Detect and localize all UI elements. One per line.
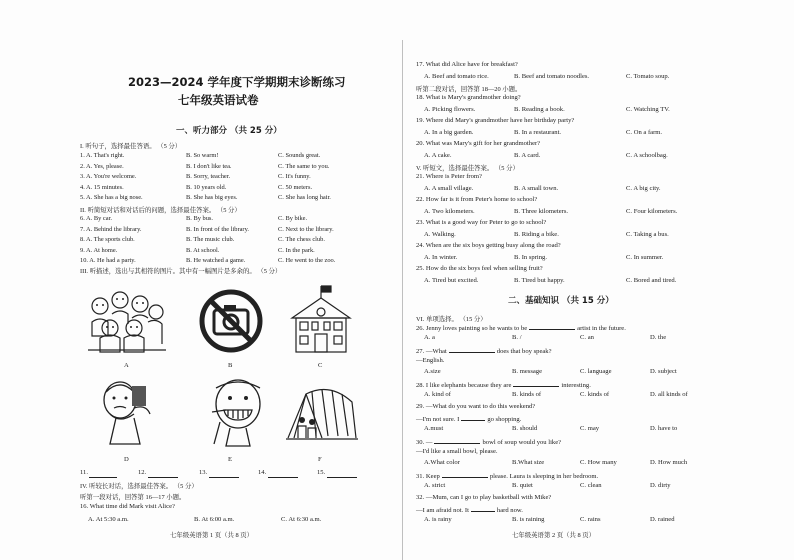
listening-option[interactable]: A. In a big garden. — [424, 128, 474, 136]
picture-c-school-icon — [288, 284, 354, 356]
question-text: 28. I like elephants because they are — [416, 382, 512, 389]
mc-question-32: 32. —Mum, can I go to play basketball with Mike? — [416, 494, 552, 501]
mc-option[interactable]: A. is rainy — [424, 516, 452, 523]
mc-option[interactable]: A.What color — [424, 459, 460, 466]
listening-option[interactable]: B. Tired but happy. — [514, 276, 565, 284]
mc-option[interactable]: B. / — [512, 334, 522, 341]
mc-option[interactable]: B. is raining — [512, 516, 545, 523]
mc-reply-line — [416, 414, 521, 424]
part3-heading: III. 听描述，选出与其相符的图片。其中有一幅图片是多余的。 （5 分） — [80, 268, 282, 275]
part2-q8-option[interactable]: C. The chess club. — [278, 236, 325, 243]
listening-option[interactable]: B. A small town. — [514, 184, 559, 192]
part1-q5-option[interactable]: B. She has big eyes. — [186, 194, 238, 201]
answer-blank[interactable] — [434, 437, 480, 444]
reply-text-rest: go shopping. — [487, 416, 522, 423]
answer-blank[interactable] — [442, 471, 488, 478]
listening-question: 17. What did Alice have for breakfast? — [416, 61, 518, 68]
part1-q1-option[interactable]: 1. A. That's right. — [80, 152, 125, 159]
part2-q8-option[interactable]: B. The music club. — [186, 236, 235, 243]
part1-q2-option[interactable]: C. The same to you. — [278, 162, 330, 170]
picture-f-tent-icon — [286, 384, 358, 444]
part2-q10-option[interactable]: 10. A. He had a party. — [80, 257, 136, 264]
part1-q2-option[interactable]: B. I don't like tea. — [186, 162, 232, 170]
mc-option[interactable]: B. message — [512, 368, 543, 375]
section-listening-heading: 一、听力部分 （共 25 分） — [176, 126, 282, 136]
listening-option[interactable]: A. Beef and tomato rice. — [424, 72, 489, 80]
part2-q7-option[interactable]: B. In front of the library. — [186, 225, 249, 233]
answer-14-label: 14. — [258, 469, 267, 476]
part1-q1-option[interactable]: C. Sounds great. — [278, 152, 321, 159]
reply-text: —I am afraid not. It — [416, 507, 469, 514]
q16-option-c[interactable]: C. At 6:30 a.m. — [281, 516, 322, 523]
question-text-rest: artist in the future. — [577, 325, 626, 332]
question-text-rest: does that boy speak? — [496, 348, 552, 355]
part2-heading: II. 听简短对话和对话后的问题，选择最佳答案。 （5 分） — [80, 207, 241, 214]
listening-option[interactable]: C. Four kilometers. — [626, 207, 678, 215]
question-text-rest: interesting. — [561, 382, 591, 389]
answer-11-label: 11. — [80, 469, 88, 476]
part2-q6-option[interactable]: 6. A. By car. — [80, 215, 112, 222]
listening-question: 20. What was Mary's gift for her grandmother? — [416, 140, 541, 147]
mc-option[interactable]: D. How much — [650, 459, 688, 466]
part2-q9-option[interactable]: C. In the park. — [278, 246, 315, 254]
answer-14-blank[interactable] — [268, 477, 298, 478]
mc-option[interactable]: D. rained — [650, 516, 675, 523]
question-text-rest: bowl of soup would you like? — [482, 439, 562, 446]
listening-option[interactable]: A. Two kilometers. — [424, 207, 475, 215]
question-text: 30. — — [416, 439, 433, 446]
mc-option[interactable]: C. clean — [580, 482, 602, 489]
mc-option[interactable]: C. How many — [580, 459, 617, 466]
picture-b-no-camera-icon — [198, 288, 264, 354]
part1-q5-option[interactable]: 5. A. She has a big nose. — [80, 194, 143, 201]
mc-question-27 — [416, 346, 552, 356]
listening-option[interactable]: C. Watching TV. — [626, 105, 670, 113]
q16-option-a[interactable]: A. At 5:30 a.m. — [88, 516, 129, 523]
part1-q3-option[interactable]: 3. A. You're welcome. — [80, 173, 137, 180]
mc-option[interactable]: A.size — [424, 368, 441, 375]
mc-reply-line — [416, 505, 523, 515]
mc-option[interactable]: D. the — [650, 334, 667, 341]
picture-d-sick-boy-icon — [96, 378, 158, 448]
listening-option[interactable]: B. A card. — [514, 151, 541, 159]
mc-option[interactable]: C. rains — [580, 516, 601, 523]
answer-11-blank[interactable] — [89, 477, 117, 478]
part1-q3-option[interactable]: C. It's funny. — [278, 173, 311, 180]
part2-q9-option[interactable]: B. At school. — [186, 246, 220, 254]
part1-q4-option[interactable]: C. 50 meters. — [278, 183, 313, 191]
page2-footer: 七年级英语第 2 页（共 8 页） — [512, 532, 596, 539]
mc-option[interactable]: A. strict — [424, 482, 446, 489]
page-2 — [404, 0, 794, 560]
listening-option[interactable]: C. Bored and tired. — [626, 276, 677, 284]
part2-q6-option[interactable]: C. By bike. — [278, 215, 308, 222]
picture-e-label: E — [228, 456, 233, 463]
part4-heading: IV. 听较长对话，选择最佳答案。 （5 分） — [80, 483, 198, 490]
mc-option[interactable]: D. subject — [650, 368, 677, 375]
part1-heading: I. 听句子，选择最佳答语。 （5 分） — [80, 143, 182, 150]
part1-q1-option[interactable]: B. So warm! — [186, 152, 219, 159]
mc-option[interactable]: D. all kinds of — [650, 391, 688, 398]
picture-c-label: C — [318, 362, 323, 369]
mc-question-28 — [416, 380, 591, 390]
answer-15-label: 15. — [317, 469, 326, 476]
mc-option[interactable]: C. kinds of — [580, 391, 610, 398]
question-text: 27. —What — [416, 348, 447, 355]
listening-option[interactable]: C. A big city. — [626, 184, 661, 192]
listening-option[interactable]: A. A small village. — [424, 184, 474, 192]
part2-q9-option[interactable]: 9. A. At home. — [80, 246, 118, 254]
mc-reply-line: —English. — [416, 357, 445, 364]
listening-option[interactable]: C. Taking a bus. — [626, 230, 669, 238]
listening-option[interactable]: A. Walking. — [424, 230, 456, 238]
listening-option[interactable]: C. In summer. — [626, 253, 664, 261]
mc-question-30 — [416, 437, 561, 447]
answer-blank[interactable] — [513, 380, 559, 387]
mc-option[interactable]: B. quiet — [512, 482, 533, 489]
listening-question: 25. How do the six boys feel when selling fruit? — [416, 265, 543, 272]
mc-question-29: 29. —What do you want to do this weekend? — [416, 403, 536, 410]
mc-option[interactable]: C. may — [580, 425, 600, 432]
page1-footer: 七年级英语第 1 页（共 8 页） — [170, 532, 254, 539]
picture-a-children-icon — [84, 288, 170, 356]
picture-e-brushing-teeth-icon — [210, 378, 266, 448]
listening-option[interactable]: B. Reading a book. — [514, 105, 565, 113]
mc-option[interactable]: B.What size — [512, 459, 545, 466]
mc-option[interactable]: C. language — [580, 368, 612, 375]
part-subheading: V. 听短文，选择最佳答案。 （5 分） — [416, 165, 519, 172]
answer-blank[interactable] — [449, 346, 495, 353]
picture-d-label: D — [124, 456, 129, 463]
part2-q6-option[interactable]: B. By bus. — [186, 215, 213, 222]
mc-option[interactable]: A.must — [424, 425, 444, 432]
answer-15-blank[interactable] — [327, 477, 357, 478]
listening-option[interactable]: B. Three kilometers. — [514, 207, 569, 215]
reply-text-rest: hard now. — [496, 507, 523, 514]
part2-q10-option[interactable]: B. He watched a game. — [186, 257, 246, 264]
part1-q4-option[interactable]: B. 10 years old. — [186, 183, 227, 191]
mc-question-31 — [416, 471, 598, 481]
listening-option[interactable]: B. Beef and tomato noodles. — [514, 72, 590, 80]
listening-option[interactable]: B. In a restaurant. — [514, 128, 562, 136]
part1-q4-option[interactable]: 4. A. 15 minutes. — [80, 183, 124, 191]
mc-option[interactable]: D. have to — [650, 425, 678, 432]
listening-option[interactable]: C. A schoolbag. — [626, 151, 668, 159]
part1-q2-option[interactable]: 2. A. Yes, please. — [80, 162, 124, 170]
reply-text: —I'm not sure. I — [416, 416, 460, 423]
mc-option[interactable]: C. an — [580, 334, 594, 341]
listening-question: 23. What is a good way for Peter to go to school? — [416, 219, 547, 226]
mc-option[interactable]: D. dirty — [650, 482, 671, 489]
part2-q10-option[interactable]: C. He went to the zoo. — [278, 257, 336, 264]
listening-option[interactable]: A. Picking flowers. — [424, 105, 476, 113]
listening-option[interactable]: A. Tired but excited. — [424, 276, 479, 284]
picture-b-label: B — [228, 362, 233, 369]
question-16: 16. What time did Mark visit Alice? — [80, 503, 175, 510]
listening-question: 24. When are the six boys getting busy along the road? — [416, 242, 561, 249]
answer-13-label: 13. — [199, 469, 208, 476]
mc-option[interactable]: B. should — [512, 425, 538, 432]
section-basics-heading: 二、基础知识 （共 15 分） — [508, 296, 614, 306]
part4-instruction: 听第一段对话，回答第 16—17 小题。 — [80, 494, 186, 501]
picture-f-label: F — [318, 456, 322, 463]
q16-option-b[interactable]: B. At 6:00 a.m. — [194, 516, 235, 523]
exam-subtitle: 七年级英语试卷 — [178, 93, 259, 107]
mc-question-26 — [416, 323, 626, 333]
mc-option[interactable]: B. kinds of — [512, 391, 542, 398]
question-text-rest: please. Laura is sleeping in her bedroom. — [489, 473, 599, 480]
answer-13-blank[interactable] — [209, 477, 239, 478]
listening-question: 18. What is Mary's grandmother doing? — [416, 94, 521, 101]
question-text: 31. Keep — [416, 473, 440, 480]
answer-12-label: 12. — [138, 469, 147, 476]
listening-question: 21. Where is Peter from? — [416, 173, 482, 180]
listening-option[interactable]: B. In spring. — [514, 253, 547, 261]
question-text: 26. Jenny loves painting so he wants to be — [416, 325, 528, 332]
answer-blank[interactable] — [461, 414, 485, 421]
exam-title: 2023—2024 学年度下学期期末诊断练习 — [128, 75, 346, 89]
part-subheading: 听第二段对话，回答第 18—20 小题。 — [416, 86, 522, 93]
listening-option[interactable]: A. In winter. — [424, 253, 458, 261]
listening-question: 22. How far is it from Peter's home to school? — [416, 196, 538, 203]
listening-option[interactable]: C. On a farm. — [626, 128, 663, 136]
part1-q5-option[interactable]: C. She has long hair. — [278, 194, 331, 201]
answer-blank[interactable] — [471, 505, 495, 512]
page-divider — [402, 40, 403, 560]
part2-q7-option[interactable]: 7. A. Behind the library. — [80, 225, 142, 233]
listening-option[interactable]: C. Tomato soup. — [626, 72, 670, 80]
answer-blank[interactable] — [529, 323, 575, 330]
part2-q8-option[interactable]: 8. A. The sports club. — [80, 236, 135, 243]
answer-12-blank[interactable] — [148, 477, 178, 478]
mc-reply-line: —I'd like a small bowl, please. — [416, 448, 498, 455]
mc-option[interactable]: A. a — [424, 334, 435, 341]
listening-option[interactable]: A. A cake. — [424, 151, 452, 159]
mc-option[interactable]: A. kind of — [424, 391, 451, 398]
picture-a-label: A — [124, 362, 129, 369]
listening-question: 19. Where did Mary's grandmother have her birthday party? — [416, 117, 575, 124]
part1-q3-option[interactable]: B. Sorry, teacher. — [186, 173, 231, 180]
listening-option[interactable]: B. Riding a bike. — [514, 230, 559, 238]
part6-heading: VI. 单项选择。 （15 分） — [416, 316, 487, 323]
part2-q7-option[interactable]: C. Next to the library. — [278, 225, 334, 233]
